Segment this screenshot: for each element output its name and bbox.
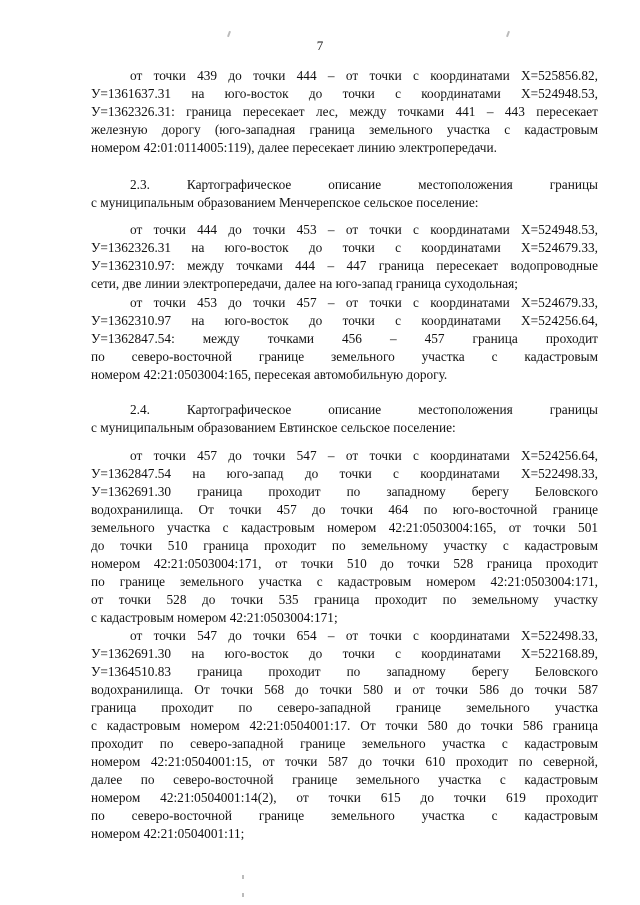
text-line: граница проходит по северо-западной границе земельного участка xyxy=(91,700,598,715)
text-line: водохранилища. От точки 568 до точки 580 и от точки 586 до точки 587 xyxy=(91,682,598,697)
text-line: номером 42:01:0114005:119), далее пересекает линию электропередачи. xyxy=(91,140,497,155)
text-line: от точки 457 до точки 547 – от точки с координатами Х=524256.64, xyxy=(130,448,598,463)
heading-line: с муниципальным образованием Менчерепское сельское поселение: xyxy=(91,195,479,210)
scan-artifact xyxy=(242,875,244,879)
text-line: У=1362847.54: между точками 456 – 457 граница проходит xyxy=(91,331,598,346)
text-line: от точки 439 до точки 444 – от точки с координатами Х=525856.82, xyxy=(130,68,598,83)
paragraph-block-3 xyxy=(91,294,598,384)
paragraph-block-2 xyxy=(91,221,598,293)
text-line: У=1364510.83 граница проходит по западному берегу Беловского xyxy=(91,664,598,679)
heading-line: 2.4. Картографическое описание местоположения границы xyxy=(130,402,598,417)
text-line: по границе земельного участка с кадастровым номером 42:21:0503004:171, xyxy=(91,574,598,589)
text-line: от точки 528 до точки 535 граница проходит по земельному участку xyxy=(91,592,598,607)
text-line: по северо-восточной границе земельного участка с кадастровым xyxy=(91,349,598,364)
paragraph-block-1 xyxy=(91,67,598,157)
text-line: далее по северо-восточной границе земельного участка с кадастровым xyxy=(91,772,598,787)
text-line: номером 42:21:0504001:15, от точки 587 до точки 610 проходит по северной, xyxy=(91,754,598,769)
text-line: от точки 453 до точки 457 – от точки с координатами Х=524679.33, xyxy=(130,295,598,310)
text-line: У=1362326.31 на юго-восток до точки с координатами Х=524679.33, xyxy=(91,240,598,255)
text-line: номером 42:21:0504001:11; xyxy=(91,826,245,841)
text-line: от точки 444 до точки 453 – от точки с координатами Х=524948.53, xyxy=(130,222,598,237)
text-line: номером 42:21:0504001:14(2), от точки 615 до точки 619 проходит xyxy=(91,790,598,805)
text-line: от точки 547 до точки 654 – от точки с координатами Х=522498.33, xyxy=(130,628,598,643)
paragraph-block-4 xyxy=(91,447,598,627)
text-line: номером 42:21:0503004:171, от точки 510 до точки 528 граница проходит xyxy=(91,556,598,571)
text-line: У=1362691.30 на юго-восток до точки с координатами Х=522168.89, xyxy=(91,646,598,661)
text-line: по северо-восточной границе земельного участка с кадастровым xyxy=(91,808,598,823)
heading-line: 2.3. Картографическое описание местоположения границы xyxy=(130,177,598,192)
page-number: 7 xyxy=(316,38,324,53)
scan-artifact xyxy=(242,893,244,897)
text-line: с кадастровым номером 42:21:0503004:171; xyxy=(91,610,338,625)
text-line: номером 42:21:0503004:165, пересекая автомобильную дорогу. xyxy=(91,367,448,382)
text-line: водохранилища. От точки 457 до точки 464 по юго-восточной границе xyxy=(91,502,598,517)
text-line: У=1362847.54 на юго-запад до точки с координатами Х=522498.33, xyxy=(91,466,598,481)
text-line: проходит по северо-западной границе земельного участка с кадастровым xyxy=(91,736,598,751)
scan-artifact xyxy=(506,31,510,37)
text-line: У=1362310.97 на юго-восток до точки с координатами Х=524256.64, xyxy=(91,313,598,328)
text-line: с кадастровым номером 42:21:0504001:17. От точки 580 до точки 586 граница xyxy=(91,718,598,733)
text-line: У=1361637.31 на юго-восток до точки с координатами Х=524948.53, xyxy=(91,86,598,101)
text-line: до точки 510 граница проходит по земельному участку с кадастровым xyxy=(91,538,598,553)
scan-artifact xyxy=(227,31,231,37)
section-heading-2-4 xyxy=(91,401,598,437)
paragraph-block-5 xyxy=(91,627,598,843)
text-line: железную дорогу (юго-западная граница земельного участка с кадастровым xyxy=(91,122,598,137)
heading-line: с муниципальным образованием Евтинское сельское поселение: xyxy=(91,420,456,435)
text-line: У=1362310.97: между точками 444 – 447 граница пересекает водопроводные xyxy=(91,258,598,273)
section-heading-2-3 xyxy=(91,176,598,212)
text-line: сети, две линии электропередачи, далее на юго-запад граница суходольная; xyxy=(91,276,518,291)
text-line: У=1362691.30 граница проходит по западному берегу Беловского xyxy=(91,484,598,499)
text-line: У=1362326.31: граница пересекает лес, между точками 441 – 443 пересекает xyxy=(91,104,598,119)
text-line: земельного участка с кадастровым номером 42:21:0503004:165, от точки 501 xyxy=(91,520,598,535)
